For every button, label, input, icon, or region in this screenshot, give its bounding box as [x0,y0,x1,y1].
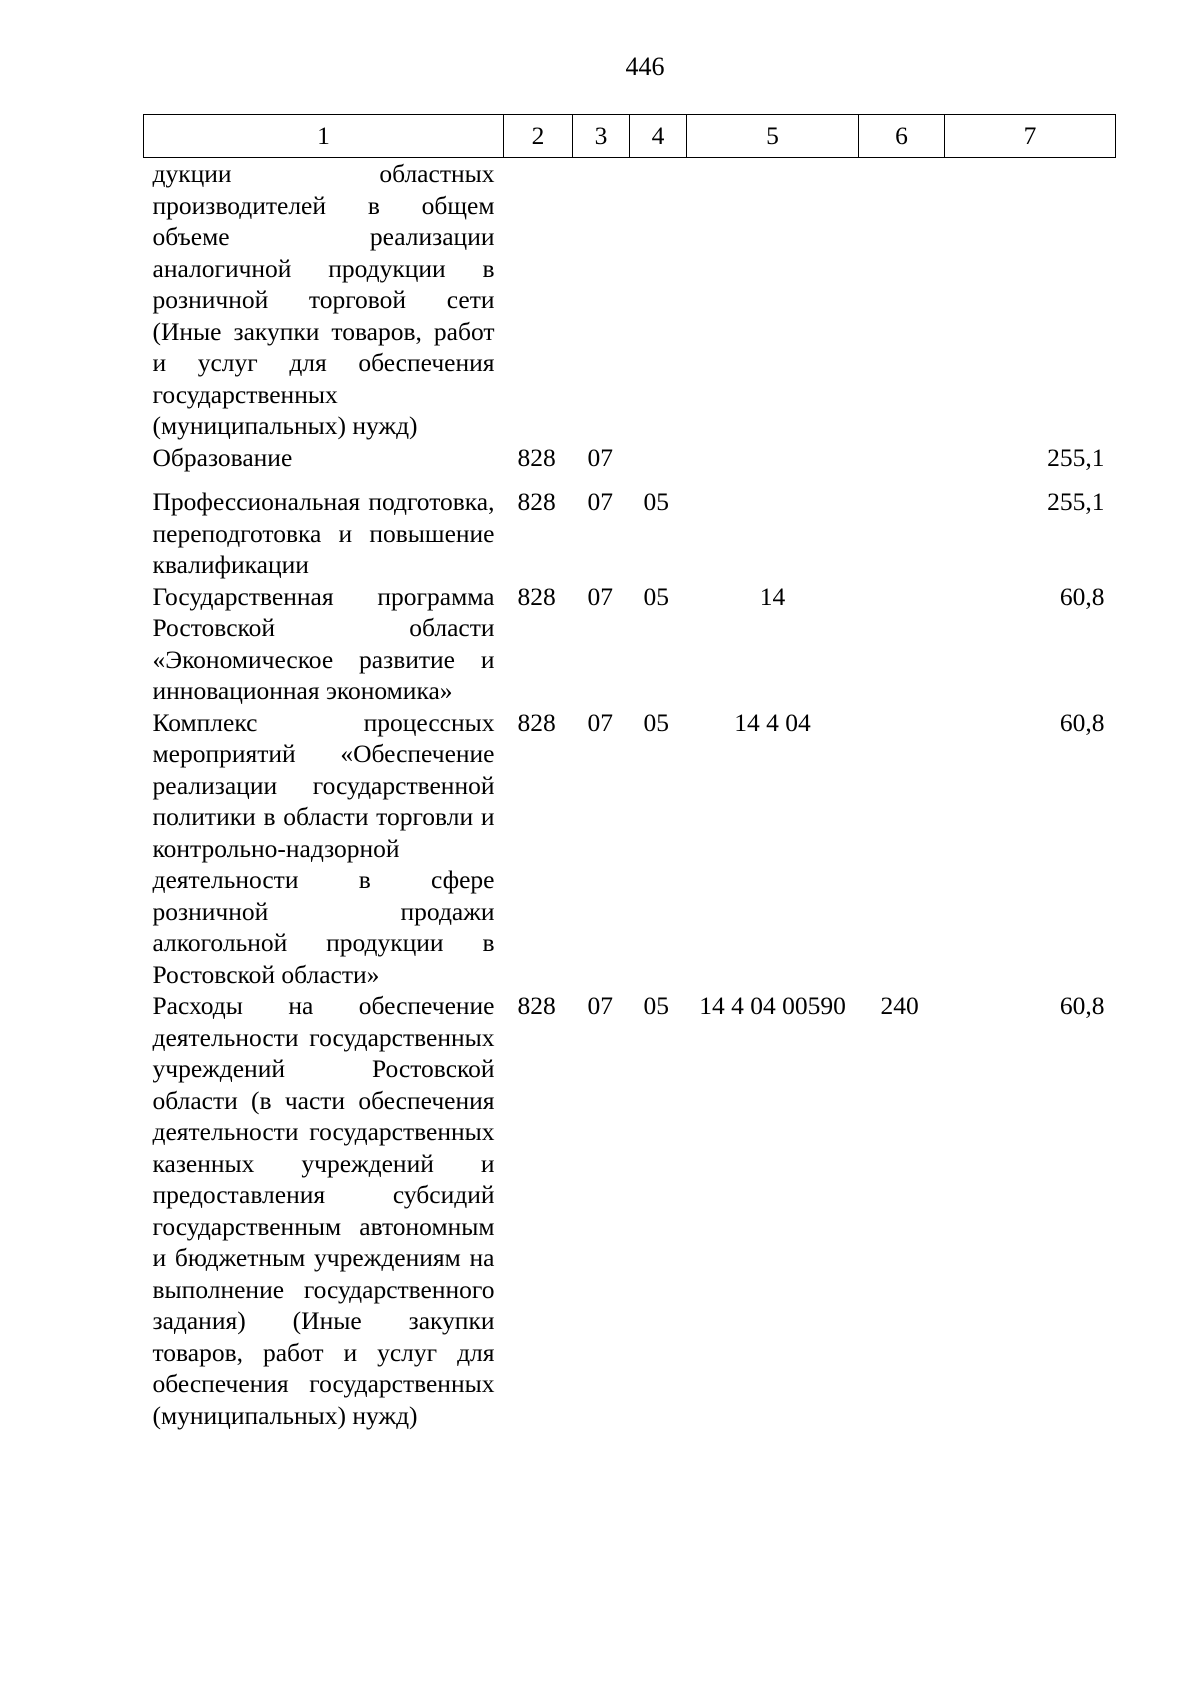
cell-subsection: 05 [643,581,669,611]
cell-ministry-code [504,158,573,442]
column-header: 2 [504,115,573,158]
cell-section: 07 [587,487,613,516]
cell-ministry-code: 828 [517,707,556,737]
row-description: Расходы на обеспечение деятельности государственных учреждений Ростовской области (в части обеспечения деятельности государственных казенных учреждений и предоставления субсидий государственным автономным и бюджетным учреждениям на выполнение государственного задания) (Иные закупки товаров, работ и услуг для обеспечения государственных (муниципальных) нужд) [152,991,495,1430]
cell-ministry-code: 828 [517,991,556,1020]
cell-target-article: 14 [759,581,786,611]
table-row [144,581,1116,707]
column-header: 3 [573,115,630,158]
cell-subsection [630,442,687,487]
row-description: Государственная программа Ростовской области «Экономическое развитие и инновационная экономика» [152,581,495,705]
cell-target-article: 14 4 04 00590 [699,991,846,1020]
cell-section: 07 [587,581,613,611]
cell-target-article [687,158,859,442]
header-row [144,115,1116,158]
cell-section [573,158,630,442]
cell-amount: 255,1 [1047,442,1105,472]
cell-subsection: 05 [643,991,669,1020]
cell-ministry-code: 828 [517,487,556,516]
cell-expense-type: 240 [880,991,919,1020]
table-row [144,990,1116,1431]
cell-target-article [687,442,859,487]
table-row [144,486,1116,581]
cell-expense-type [859,486,945,581]
cell-ministry-code: 828 [517,442,556,472]
column-header: 5 [687,115,859,158]
cell-amount: 60,8 [1059,581,1105,611]
cell-expense-type [859,158,945,442]
row-description: Профессиональная подготовка, переподготовка и повышение квалификации [152,487,495,579]
cell-expense-type [859,707,945,991]
cell-target-article: 14 4 04 [734,707,811,737]
table-row [144,442,1116,487]
column-header: 7 [945,115,1116,158]
cell-amount: 60,8 [1059,707,1105,737]
cell-expense-type [859,442,945,487]
cell-amount [945,158,1116,442]
column-header: 4 [630,115,687,158]
cell-section: 07 [587,707,613,737]
table-row [144,158,1116,442]
row-description: дукции областных производителей в общем объеме реализации аналогичной продукции в розничной торговой сети (Иные закупки товаров, работ и услуг для обеспечения государственных (муниципальных) нужд) [152,159,495,440]
cell-subsection: 05 [643,487,669,516]
budget-table [143,114,1116,1431]
cell-ministry-code: 828 [517,581,556,611]
row-description: Комплекс процессных мероприятий «Обеспечение реализации государственной политики в области торговли и контрольно-надзорной деятельности в сфере розничной продажи алкогольной продукции в Ростовской области» [152,707,495,989]
row-description: Образование [152,442,293,472]
cell-amount: 60,8 [1059,991,1105,1020]
table-row [144,707,1116,991]
page-number: 446 [625,52,665,81]
column-header: 1 [144,115,504,158]
cell-amount: 255,1 [1047,487,1105,516]
cell-expense-type [859,581,945,707]
cell-subsection [630,158,687,442]
cell-subsection: 05 [643,707,669,737]
column-header: 6 [859,115,945,158]
cell-section: 07 [587,991,613,1020]
cell-section: 07 [587,442,613,472]
cell-target-article [687,486,859,581]
